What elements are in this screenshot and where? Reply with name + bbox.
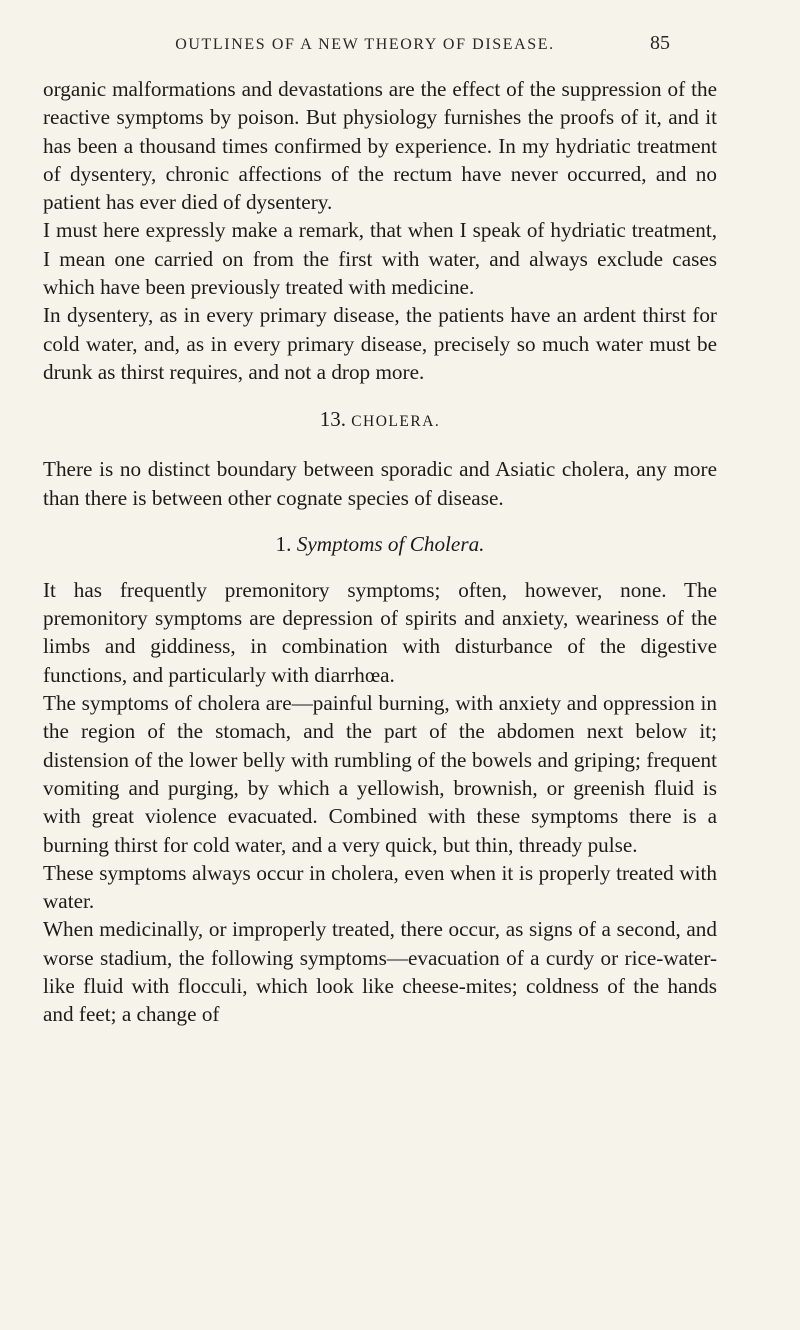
page-number: 85	[650, 32, 670, 54]
section-number: 13.	[319, 407, 346, 432]
subsection-number: 1.	[275, 531, 292, 556]
running-title: OUTLINES OF A NEW THEORY OF DISEASE.	[175, 36, 555, 53]
paragraph-second-stadium: When medicinally, or improperly treated, there occur, as signs of a second, and worse stadium, the following symptoms—evacuation of a curdy or rice-water-like fluid with flocculi, which look like cheese-mites; coldness of the hands and feet; a change of	[43, 917, 717, 1027]
section-heading	[43, 405, 717, 436]
section-title: CHOLERA.	[351, 413, 441, 431]
paragraph-dysentery-thirst: In dysentery, as in every primary disease, the patients have an ardent thirst for cold water, and, as in every primary disease, precisely so much water must be drunk as thirst requires, and not a drop more.	[43, 303, 717, 384]
paragraph-hydriatic-remark: I must here expressly make a remark, that when I speak of hydriatic treatment, I mean one carried on from the first with water, and always exclude cases which have been previously treated with medicine.	[43, 218, 717, 300]
subsection-heading	[43, 530, 717, 558]
paragraph-always-occur: These symptoms always occur in cholera, even when it is properly treated with water.	[43, 860, 717, 914]
paragraph-premonitory: It has frequently premonitory symptoms; often, however, none. The premonitory symptoms are depression of spirits and anxiety, weariness of the limbs and giddiness, in combination with disturbance of the digestive functions, and particularly with diarrhœa.	[43, 577, 717, 687]
subsection-title: Symptoms of Cholera.	[296, 531, 485, 556]
paragraph-dysentery-continuation: organic malformations and devastations are the effect of the suppression of the reactive symptoms by poison. But physiology furnishes the proofs of it, and it has been a thousand times confirmed by experience. In my hydriatic treatment of dysentery, chronic affections of the rectum have never occurred, and no patient has ever died of dysentery.	[43, 77, 717, 215]
paragraph-cholera-boundary: There is no distinct boundary between sporadic and Asiatic cholera, any more than there is between other cognate species of disease.	[43, 457, 717, 510]
body-text	[43, 75, 717, 1029]
paragraph-symptoms: The symptoms of cholera are—painful burning, with anxiety and oppression in the region of the stomach, and the part of the abdomen next below it; distension of the lower belly with rumbling of the bowels and griping; frequent vomiting and purging, by which a yellowish, brownish, or greenish fluid is with great violence evacuated. Combined with these symptoms there is a burning thirst for cold water, and a very quick, but thin, thready pulse.	[43, 691, 717, 857]
